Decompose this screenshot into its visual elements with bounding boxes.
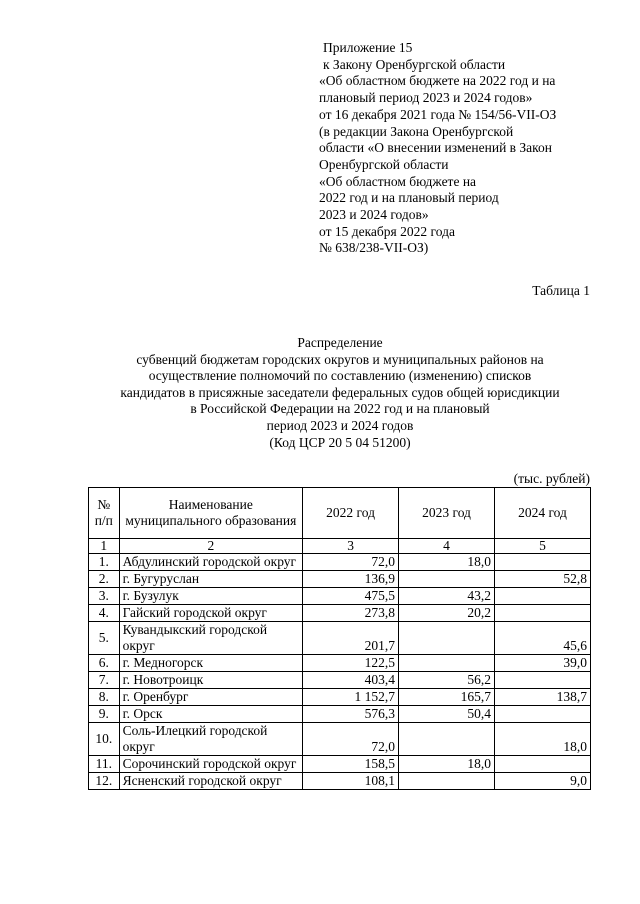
table-row	[89, 605, 591, 622]
appendix-line: плановый период 2023 и 2024 годов»	[319, 90, 533, 106]
value-2023: 18,0	[399, 554, 495, 571]
value-2022: 201,7	[303, 622, 399, 655]
appendix-line: 2023 и 2024 годов»	[319, 207, 429, 223]
row-number: 6.	[89, 655, 120, 672]
appendix-line: области «О внесении изменений в Закон	[319, 140, 553, 156]
header-2024: 2024 год	[495, 488, 591, 539]
header-name: Наименование муниципального образования	[119, 488, 303, 539]
table-row	[89, 588, 591, 605]
row-number: 7.	[89, 672, 120, 689]
value-2024	[495, 554, 591, 571]
column-index-row	[89, 539, 591, 554]
header-num: № п/п	[89, 488, 120, 539]
value-2023	[399, 622, 495, 655]
value-2022: 1 152,7	[303, 689, 399, 706]
value-2023: 165,7	[399, 689, 495, 706]
row-number: 9.	[89, 706, 120, 723]
municipality-name: Гайский городской округ	[119, 605, 303, 622]
table-row	[89, 706, 591, 723]
table-row	[89, 554, 591, 571]
municipality-name: г. Медногорск	[119, 655, 303, 672]
value-2024	[495, 756, 591, 773]
document-title	[70, 335, 610, 451]
municipality-name: Кувандыкский городской округ	[119, 622, 303, 655]
municipality-name: Ясненский городской округ	[119, 773, 303, 790]
title-line: Распределение	[297, 335, 383, 350]
municipality-name: Соль-Илецкий городской округ	[119, 723, 303, 756]
municipality-name: г. Новотроицк	[119, 672, 303, 689]
row-number: 4.	[89, 605, 120, 622]
subvention-table	[88, 487, 591, 790]
header-2023: 2023 год	[399, 488, 495, 539]
appendix-line: 2022 год и на плановый период	[319, 190, 499, 206]
municipality-name: Сорочинский городской округ	[119, 756, 303, 773]
column-index: 5	[495, 539, 591, 554]
value-2022: 475,5	[303, 588, 399, 605]
appendix-line: «Об областном бюджете на 2022 год и на	[319, 73, 556, 89]
value-2023	[399, 655, 495, 672]
value-2023	[399, 571, 495, 588]
appendix-line: от 15 декабря 2022 года	[319, 223, 455, 239]
row-number: 1.	[89, 554, 120, 571]
value-2023: 56,2	[399, 672, 495, 689]
appendix-line: № 638/238-VII-ОЗ)	[319, 240, 429, 256]
appendix-line: Оренбургской области	[319, 156, 449, 172]
value-2024: 45,6	[495, 622, 591, 655]
municipality-name: г. Бугуруслан	[119, 571, 303, 588]
value-2022: 403,4	[303, 672, 399, 689]
municipality-name: г. Орск	[119, 706, 303, 723]
row-number: 5.	[89, 622, 120, 655]
table-row	[89, 622, 591, 655]
appendix-line: от 16 декабря 2021 года № 154/56-VII-ОЗ	[319, 106, 557, 122]
row-number: 11.	[89, 756, 120, 773]
value-2024	[495, 605, 591, 622]
municipality-name: Абдулинский городской округ	[119, 554, 303, 571]
table-body	[89, 554, 591, 790]
row-number: 3.	[89, 588, 120, 605]
row-number: 8.	[89, 689, 120, 706]
header-2022: 2022 год	[303, 488, 399, 539]
value-2023	[399, 773, 495, 790]
appendix-line: «Об областном бюджете на	[319, 173, 477, 189]
table-row	[89, 672, 591, 689]
row-number: 10.	[89, 723, 120, 756]
value-2022: 576,3	[303, 706, 399, 723]
value-2024	[495, 588, 591, 605]
title-line: субвенций бюджетам городских округов и муниципальных районов на	[136, 351, 544, 367]
table-label: Таблица 1	[532, 283, 590, 298]
column-index: 3	[303, 539, 399, 554]
value-2022: 108,1	[303, 773, 399, 790]
table-row	[89, 756, 591, 773]
value-2023: 43,2	[399, 588, 495, 605]
value-2024	[495, 672, 591, 689]
table-row	[89, 773, 591, 790]
table-row	[89, 723, 591, 756]
appendix-line: (в редакции Закона Оренбургской	[319, 123, 514, 139]
value-2023: 20,2	[399, 605, 495, 622]
value-2024: 9,0	[495, 773, 591, 790]
appendix-line: Приложение 15	[323, 40, 413, 55]
row-number: 12.	[89, 773, 120, 790]
units-label: (тыс. рублей)	[513, 471, 590, 486]
value-2024: 18,0	[495, 723, 591, 756]
title-line: кандидатов в присяжные заседатели федеральных судов общей юрисдикции	[120, 384, 560, 400]
column-index: 1	[89, 539, 120, 554]
value-2024: 138,7	[495, 689, 591, 706]
title-line: (Код ЦСР 20 5 04 51200)	[269, 434, 411, 450]
row-number: 2.	[89, 571, 120, 588]
title-line: осуществление полномочий по составлению (изменению) списков	[148, 368, 532, 384]
table-row	[89, 571, 591, 588]
value-2023	[399, 723, 495, 756]
value-2024	[495, 706, 591, 723]
value-2024: 52,8	[495, 571, 591, 588]
municipality-name: г. Бузулук	[119, 588, 303, 605]
title-line: в Российской Федерации на 2022 год и на плановый	[190, 401, 490, 417]
appendix-header	[319, 40, 619, 257]
value-2022: 136,9	[303, 571, 399, 588]
title-line: период 2023 и 2024 годов	[266, 417, 414, 433]
value-2023: 18,0	[399, 756, 495, 773]
value-2022: 158,5	[303, 756, 399, 773]
table-row	[89, 689, 591, 706]
value-2024: 39,0	[495, 655, 591, 672]
value-2023: 50,4	[399, 706, 495, 723]
value-2022: 273,8	[303, 605, 399, 622]
value-2022: 122,5	[303, 655, 399, 672]
appendix-line: к Закону Оренбургской области	[323, 56, 506, 72]
table-header-row	[89, 488, 591, 539]
value-2022: 72,0	[303, 554, 399, 571]
value-2022: 72,0	[303, 723, 399, 756]
column-index: 4	[399, 539, 495, 554]
table-row	[89, 655, 591, 672]
column-index: 2	[119, 539, 303, 554]
municipality-name: г. Оренбург	[119, 689, 303, 706]
